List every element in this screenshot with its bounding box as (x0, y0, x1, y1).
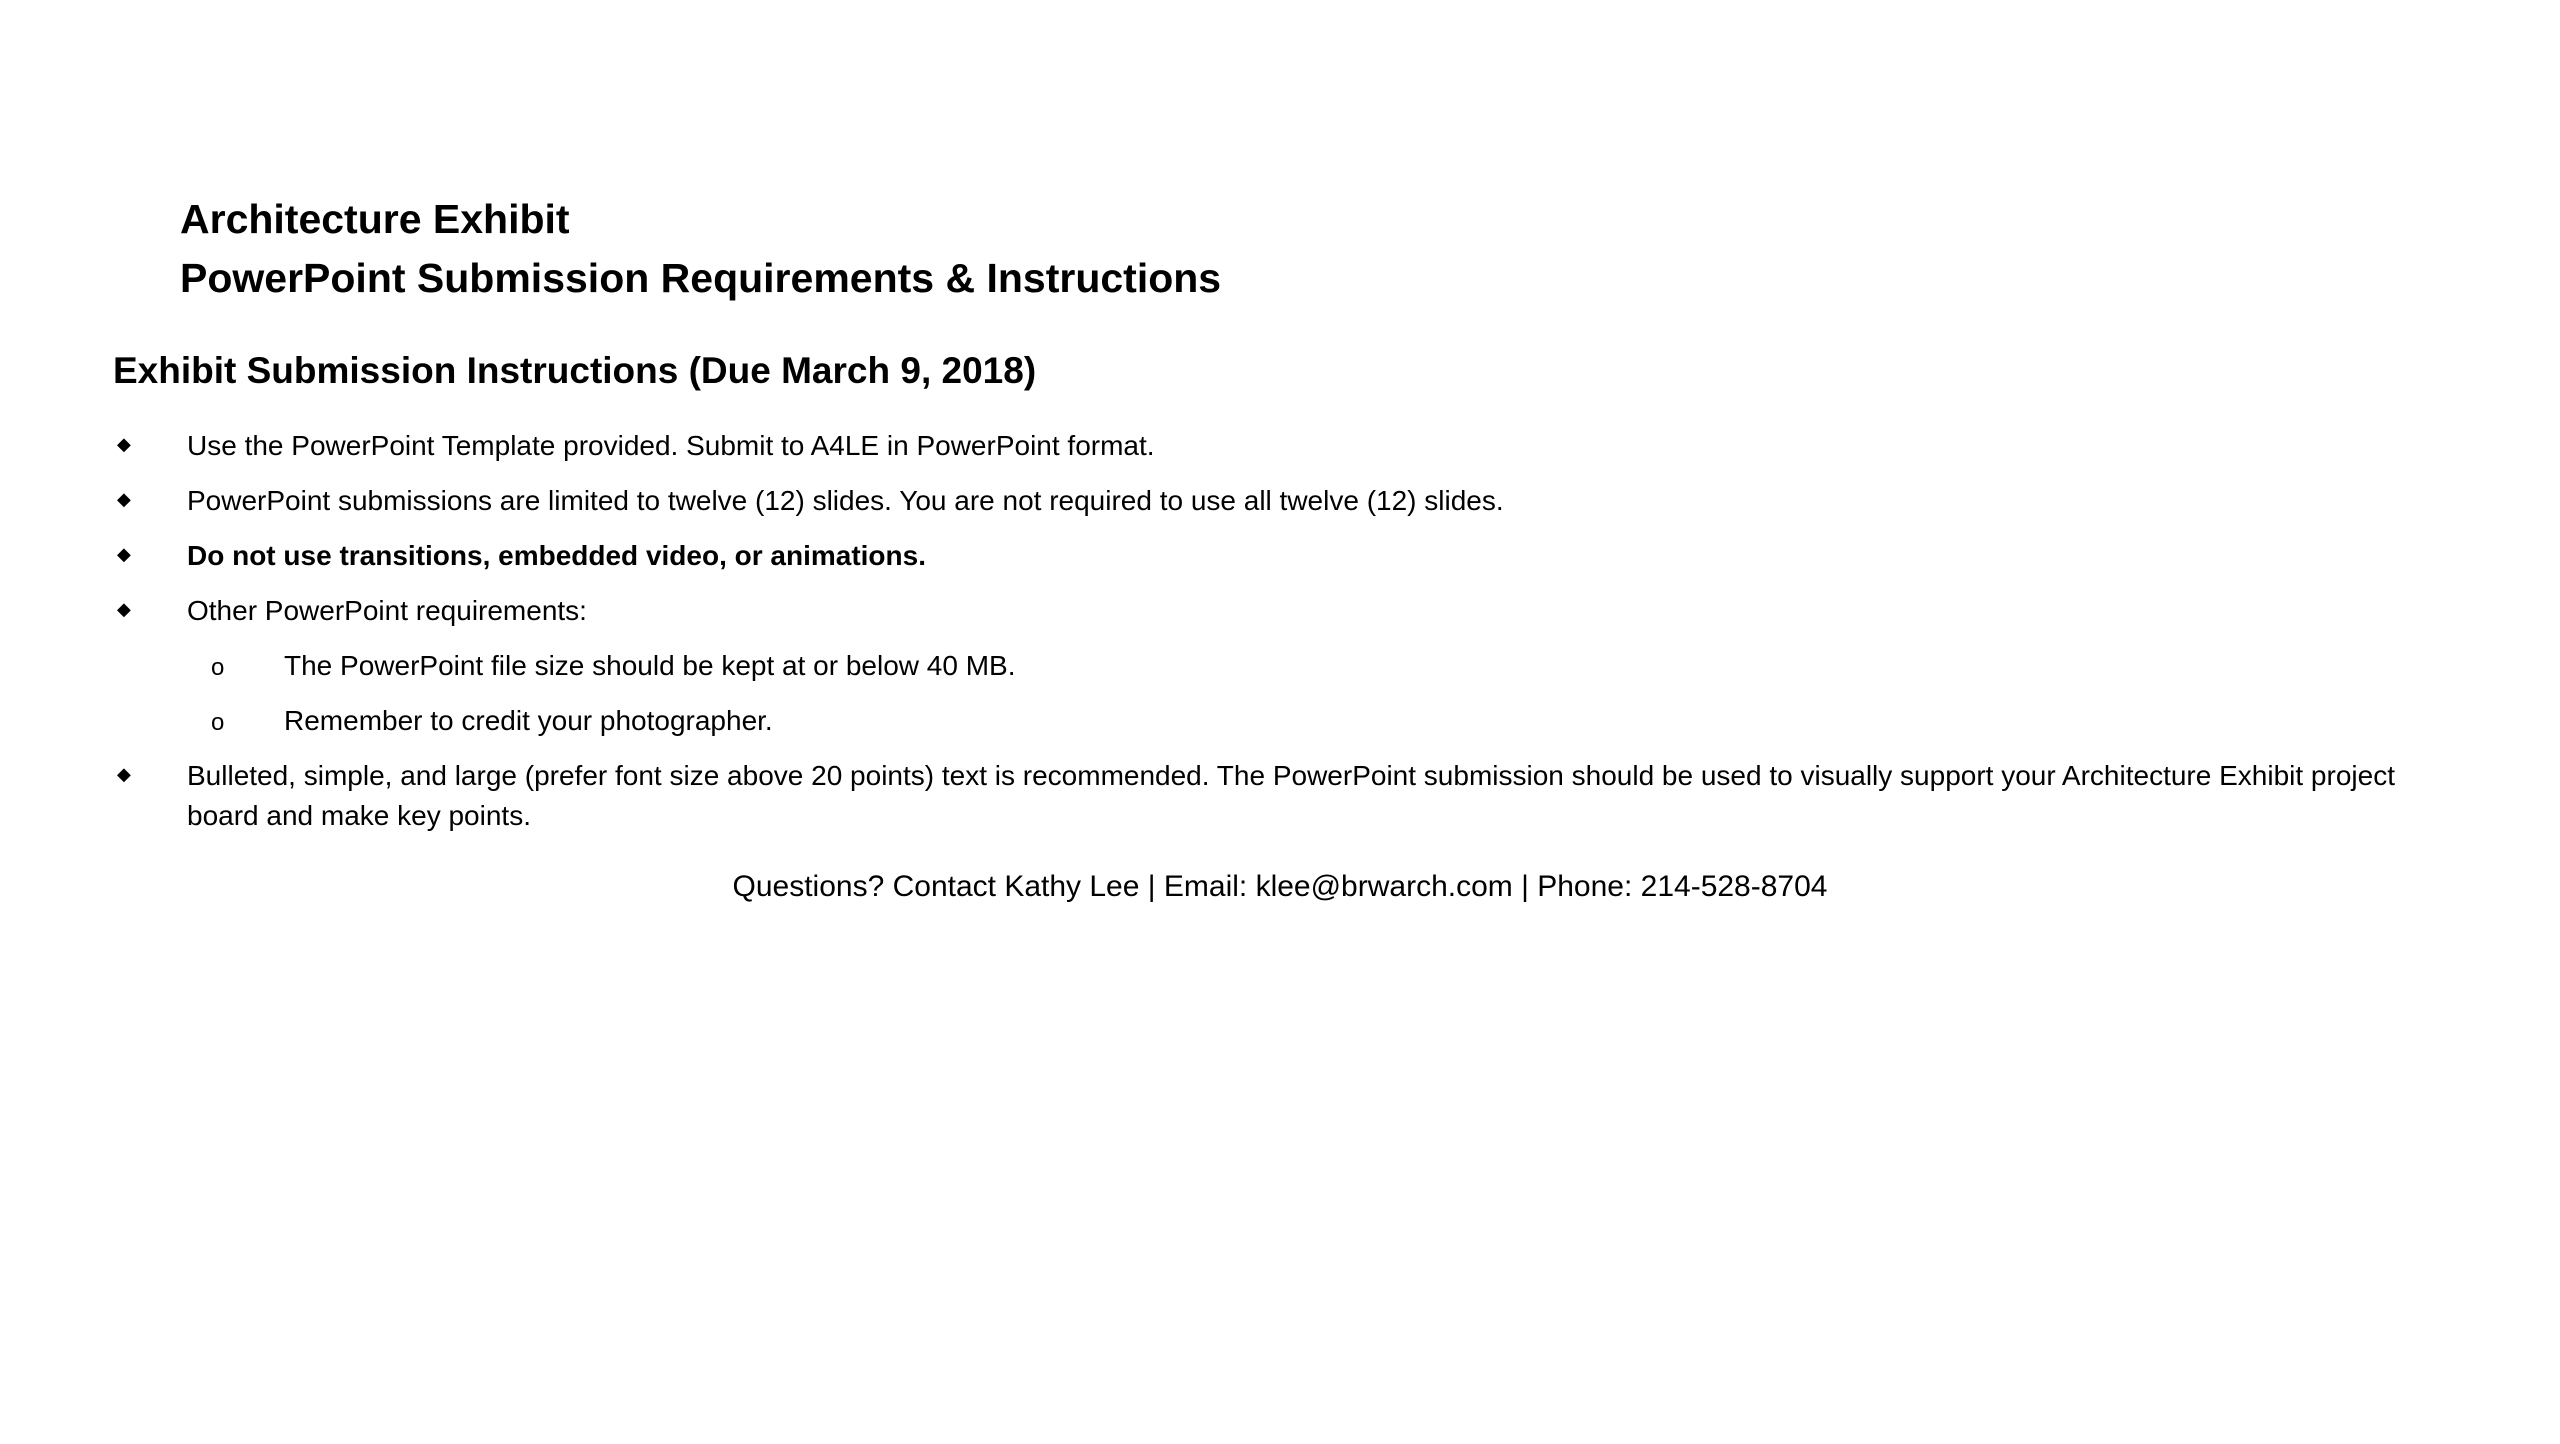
list-item-text: Use the PowerPoint Template provided. Submit to A4LE in PowerPoint format. (187, 430, 1155, 461)
instructions-list (113, 426, 2463, 851)
diamond-bullet-icon: ◆ (117, 489, 131, 509)
list-item-other-requirements (113, 591, 2463, 631)
list-item-text: Other PowerPoint requirements: (187, 595, 587, 626)
list-item-template (113, 426, 2463, 466)
sub-item-text: The PowerPoint file size should be kept at or below 40 MB. (284, 650, 1016, 681)
list-item-text-recommendation (113, 756, 2463, 836)
title-line-1: Architecture Exhibit (180, 196, 570, 242)
section-heading: Exhibit Submission Instructions (Due March 9, 2018) (113, 350, 1037, 391)
diamond-bullet-icon: ◆ (117, 764, 131, 784)
diamond-bullet-icon: ◆ (117, 599, 131, 619)
sub-item-file-size (113, 646, 2463, 686)
list-item-text: PowerPoint submissions are limited to twelve (12) slides. You are not required to use all twelve (12) slides. (187, 485, 1504, 516)
list-item-text: Bulleted, simple, and large (prefer font size above 20 points) text is recommended. The PowerPoint submission should be used to visually support your Architecture Exhibit project board and make key points. (187, 760, 2395, 831)
list-item-text: Do not use transitions, embedded video, or animations. (187, 540, 926, 571)
list-item-no-transitions (113, 536, 2463, 576)
diamond-bullet-icon: ◆ (117, 544, 131, 564)
circle-bullet-icon: o (211, 654, 225, 681)
circle-bullet-icon: o (211, 709, 225, 736)
sub-requirements-list (113, 646, 2463, 741)
sub-list-wrapper (113, 646, 2463, 741)
list-item-slide-limit (113, 481, 2463, 521)
sub-item-credit (113, 701, 2463, 741)
title-block (180, 190, 1221, 308)
sub-item-text: Remember to credit your photographer. (284, 705, 773, 736)
contact-line: Questions? Contact Kathy Lee | Email: klee@brwarch.com | Phone: 214-528-8704 (732, 870, 1828, 903)
title-line-2: PowerPoint Submission Requirements & Instructions (180, 255, 1222, 301)
diamond-bullet-icon: ◆ (117, 434, 131, 454)
